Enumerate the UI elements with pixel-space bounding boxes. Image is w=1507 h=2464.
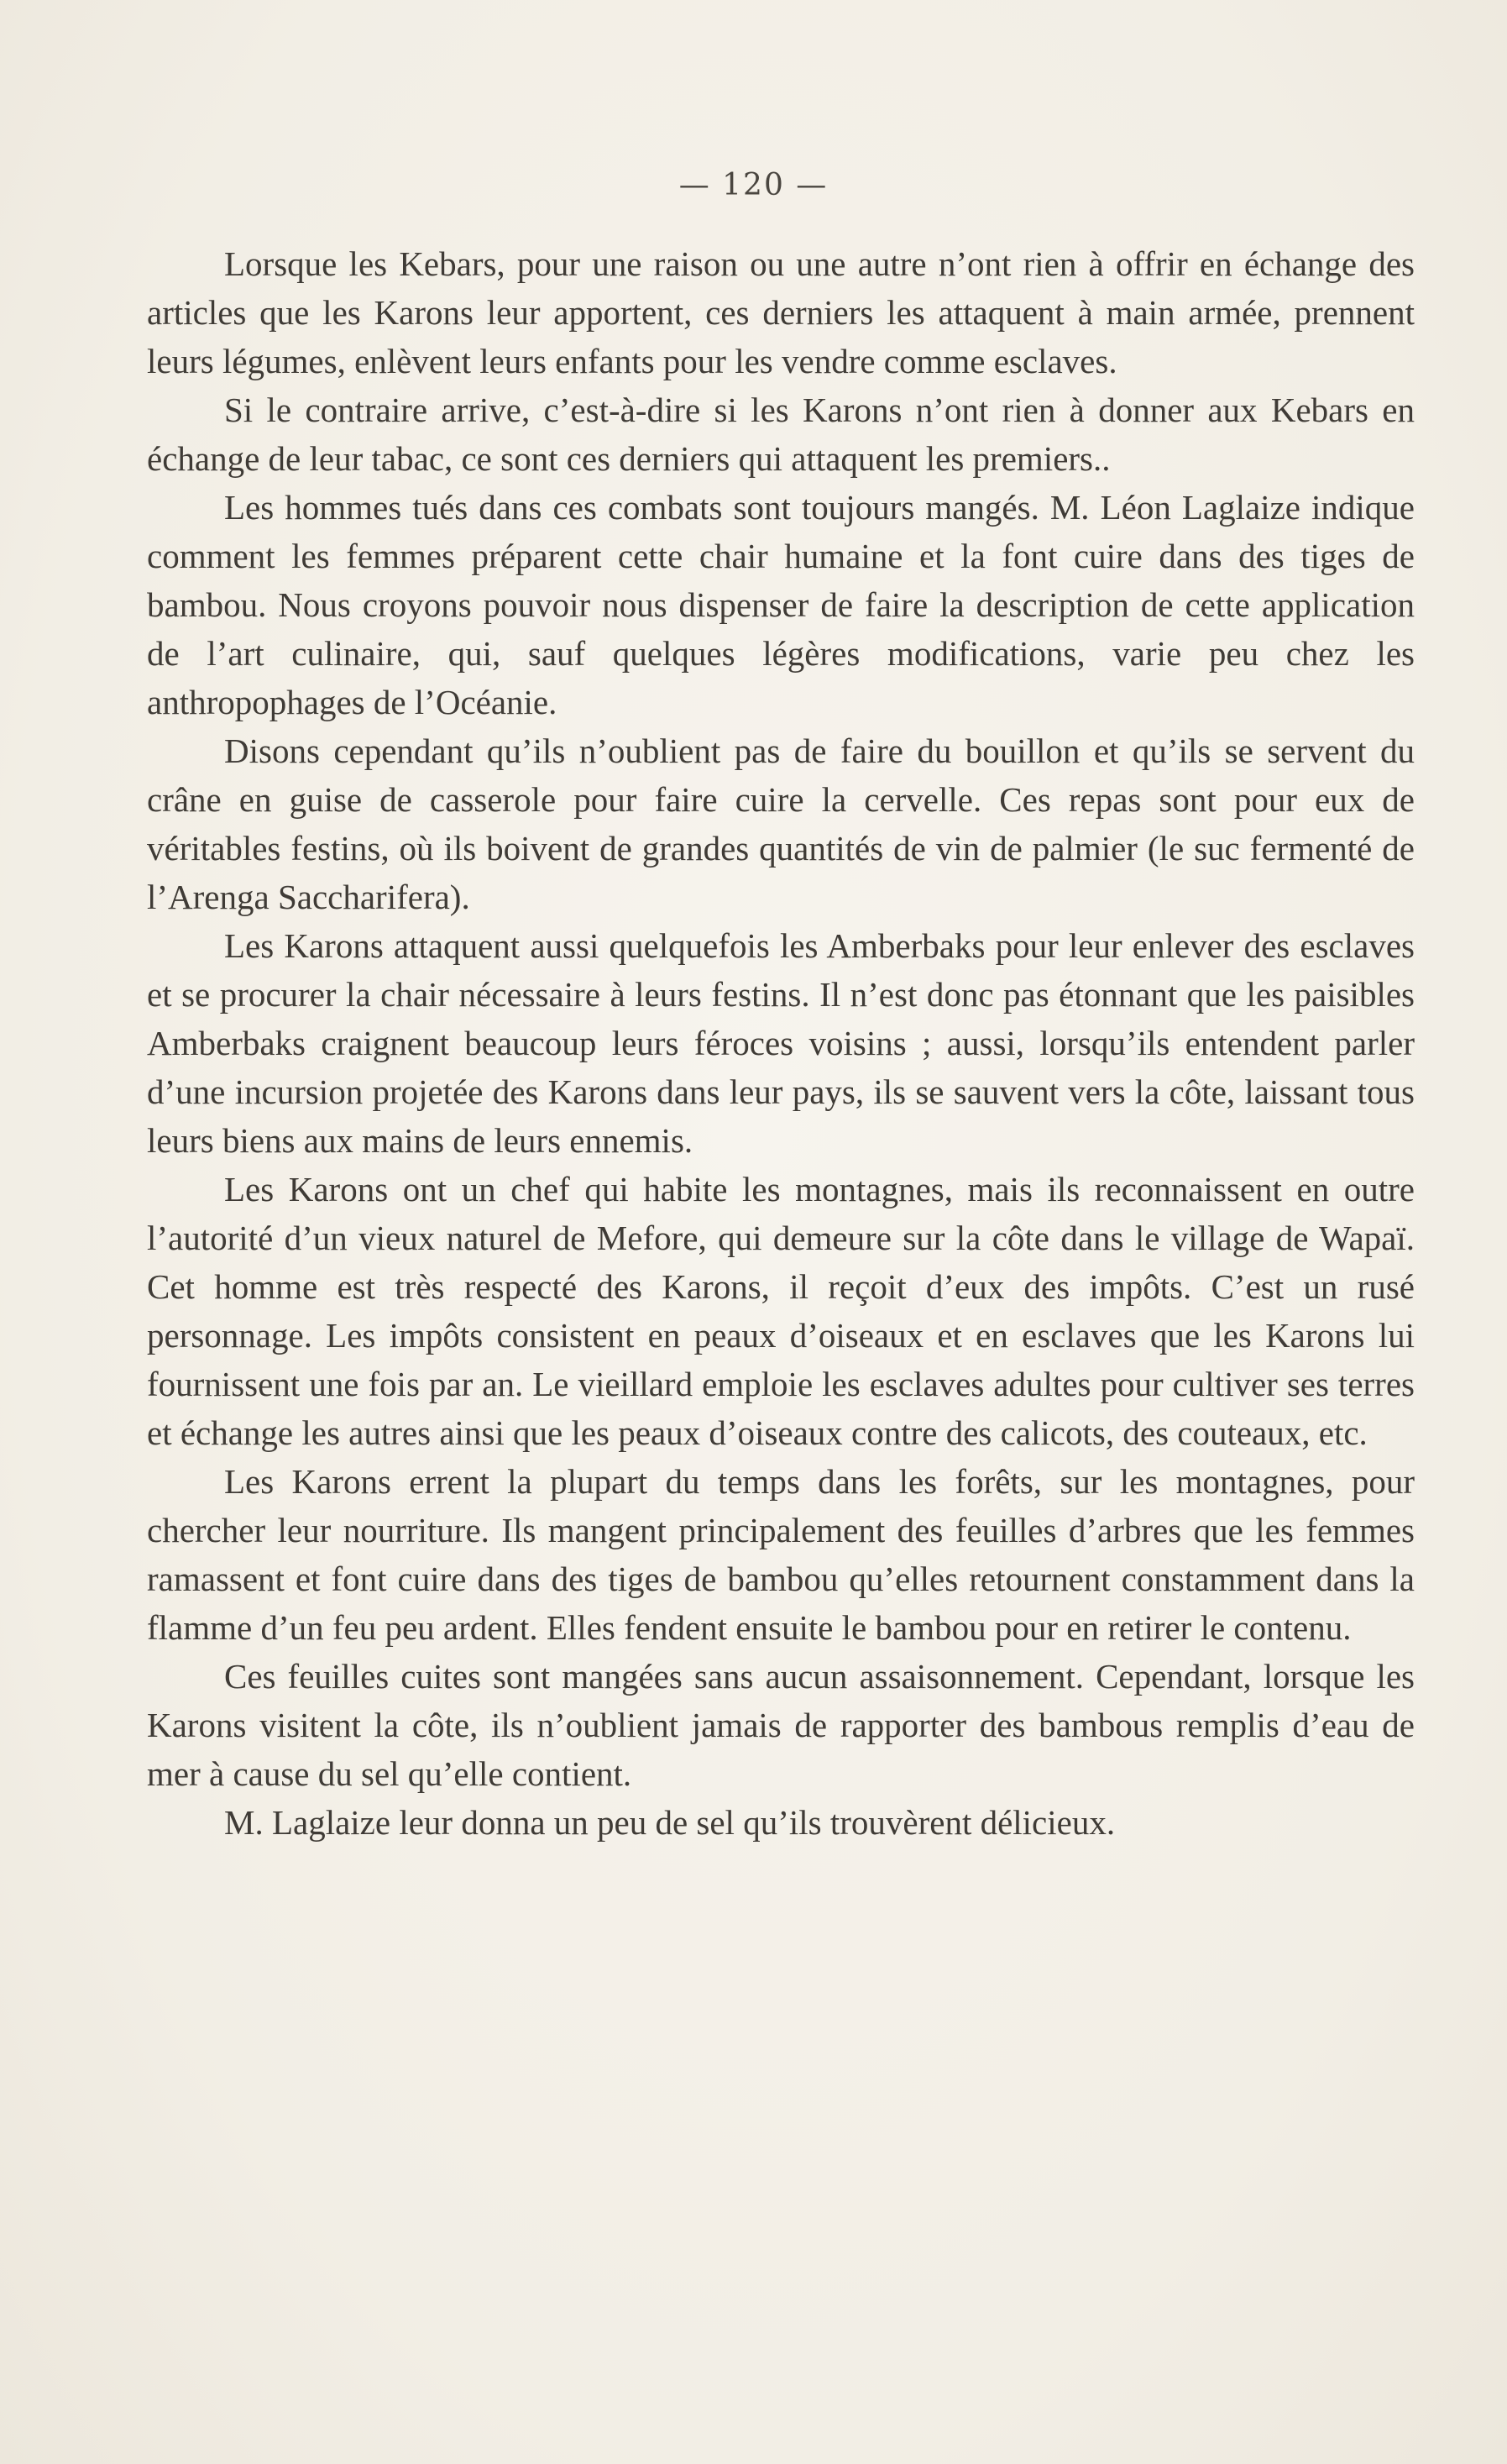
paragraph-9: M. Laglaize leur donna un peu de sel qu’ils trouvèrent délicieux.: [224, 1803, 1116, 1842]
paragraph-2: Si le contraire arrive, c’est-à-dire si les Karons n’ont rien à donner aux Kebars en échange de leur tabac, ce sont ces derniers qui attaquent les premiers..: [147, 391, 1415, 478]
paragraph-7: Les Karons errent la plupart du temps dans les forêts, sur les montagnes, pour chercher leur nourriture. Ils mangent principalement des feuilles d’arbres que les femmes ramassent et font cuire dans des tiges de bambou qu’elles retournent constamment dans la flamme d’un feu peu ardent. Elles fendent ensuite le bambou pour en retirer le contenu.: [147, 1462, 1415, 1647]
paragraph-3: Les hommes tués dans ces combats sont toujours mangés. M. Léon Laglaize indique comment les femmes préparent cette chair humaine et la font cuire dans des tiges de bambou. Nous croyons pouvoir nous dispenser de faire la description de cette application de l’art culinaire, qui, sauf quelques légères modifications, varie peu chez les anthropophages de l’Océanie.: [147, 488, 1415, 721]
paragraph-4: Disons cependant qu’ils n’oublient pas de faire du bouillon et qu’ils se servent du crâne en guise de casserole pour faire cuire la cervelle. Ces repas sont pour eux de véritables festins, où ils boivent de grandes quantités de vin de palmier (le suc fermenté de l’Arenga Saccharifera).: [147, 731, 1415, 916]
body-text: [147, 239, 1415, 1847]
paragraph-1: Lorsque les Kebars, pour une raison ou une autre n’ont rien à offrir en échange des articles que les Karons leur apportent, ces derniers les attaquent à main armée, prennent leurs légumes, enlèvent leurs enfants pour les vendre comme esclaves.: [147, 244, 1415, 380]
page-number: — 120 —: [678, 168, 829, 202]
paragraph-8: Ces feuilles cuites sont mangées sans aucun assaisonnement. Cependant, lorsque les Karons visitent la côte, ils n’oublient jamais de rapporter des bambous remplis d’eau de mer à cause du sel qu’elle contient.: [147, 1657, 1415, 1793]
paragraph-6: Les Karons ont un chef qui habite les montagnes, mais ils reconnaissent en outre l’autorité d’un vieux naturel de Mefore, qui demeure sur la côte dans le village de Wapaï. Cet homme est très respecté des Karons, il reçoit d’eux des impôts. C’est un rusé personnage. Les impôts consistent en peaux d’oiseaux et en esclaves que les Karons lui fournissent une fois par an. Le vieillard emploie les esclaves adultes pour cultiver ses terres et échange les autres ainsi que les peaux d’oiseaux contre des calicots, des couteaux, etc.: [147, 1170, 1415, 1452]
paragraph-5: Les Karons attaquent aussi quelquefois les Amberbaks pour leur enlever des esclaves et se procurer la chair nécessaire à leurs festins. Il n’est donc pas étonnant que les paisibles Amberbaks craignent beaucoup leurs féroces voisins ; aussi, lorsqu’ils entendent parler d’une incursion projetée des Karons dans leur pays, ils se sauvent vers la côte, laissant tous leurs biens aux mains de leurs ennemis.: [147, 926, 1415, 1160]
